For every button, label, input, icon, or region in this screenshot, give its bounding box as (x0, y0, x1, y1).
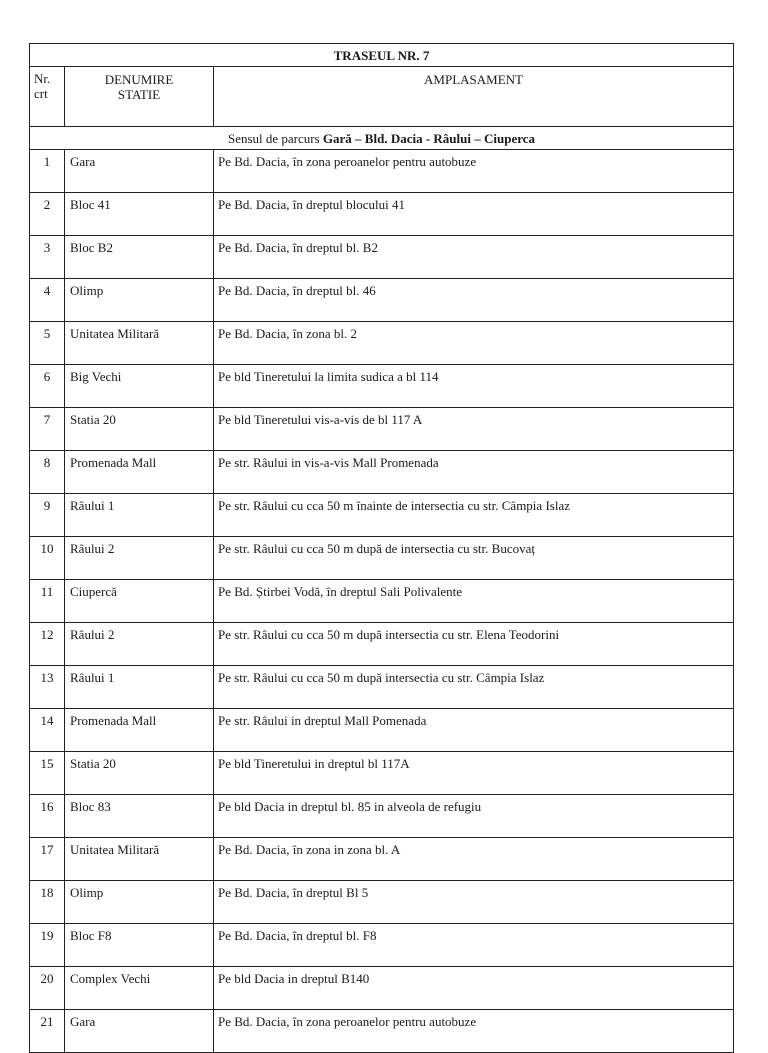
station-location: Pe Bd. Dacia, în dreptul bl. 46 (214, 279, 734, 322)
table-row (30, 494, 734, 537)
table-row (30, 752, 734, 795)
row-number: 14 (30, 709, 65, 752)
station-name: Complex Vechi (65, 967, 214, 1010)
header-nr-crt (30, 67, 65, 127)
row-number: 16 (30, 795, 65, 838)
table-row (30, 838, 734, 881)
table-row (30, 666, 734, 709)
station-name: Promenada Mall (65, 709, 214, 752)
station-location: Pe str. Râului cu cca 50 m după de intersectia cu str. Bucovaț (214, 537, 734, 580)
row-number: 7 (30, 408, 65, 451)
station-location: Pe bld Tineretului in dreptul bl 117A (214, 752, 734, 795)
station-name: Promenada Mall (65, 451, 214, 494)
station-name: Olimp (65, 279, 214, 322)
station-location: Pe str. Râului cu cca 50 m înainte de intersectia cu str. Câmpia Islaz (214, 494, 734, 537)
station-location: Pe bld Dacia in dreptul bl. 85 in alveola de refugiu (214, 795, 734, 838)
direction-cell (30, 127, 734, 150)
stop-rows (30, 150, 734, 1053)
title-row (30, 44, 734, 67)
station-name: Big Vechi (65, 365, 214, 408)
table-row (30, 451, 734, 494)
station-name: Gara (65, 150, 214, 193)
table-row (30, 967, 734, 1010)
table-row (30, 322, 734, 365)
row-number: 20 (30, 967, 65, 1010)
row-number: 15 (30, 752, 65, 795)
header-name-line2: STATIE (117, 87, 161, 102)
station-location: Pe str. Râului in dreptul Mall Pomenada (214, 709, 734, 752)
header-nr-line2: crt (34, 86, 48, 101)
table-row (30, 709, 734, 752)
header-location: AMPLASAMENT (214, 67, 734, 127)
row-number: 13 (30, 666, 65, 709)
table-row (30, 365, 734, 408)
table-row (30, 1010, 734, 1053)
station-name: Gara (65, 1010, 214, 1053)
station-name: Râului 2 (65, 623, 214, 666)
direction-route: Gară – Bld. Dacia - Râului – Ciuperca (322, 130, 536, 146)
station-location: Pe str. Râului cu cca 50 m după intersectia cu str. Elena Teodorini (214, 623, 734, 666)
row-number: 4 (30, 279, 65, 322)
station-name: Bloc B2 (65, 236, 214, 279)
table-row (30, 193, 734, 236)
station-location: Pe Bd. Dacia, în zona peroanelor pentru autobuze (214, 150, 734, 193)
row-number: 2 (30, 193, 65, 236)
station-name: Râului 1 (65, 494, 214, 537)
station-location: Pe Bd. Dacia, în zona in zona bl. A (214, 838, 734, 881)
row-number: 9 (30, 494, 65, 537)
row-number: 11 (30, 580, 65, 623)
row-number: 19 (30, 924, 65, 967)
station-location: Pe Bd. Dacia, în dreptul bl. F8 (214, 924, 734, 967)
station-name: Bloc 83 (65, 795, 214, 838)
table-row (30, 236, 734, 279)
station-name: Râului 2 (65, 537, 214, 580)
header-row (30, 67, 734, 127)
station-location: Pe Bd. Dacia, în dreptul bl. B2 (214, 236, 734, 279)
station-location: Pe Bd. Dacia, în dreptul Bl 5 (214, 881, 734, 924)
table-row (30, 881, 734, 924)
station-location: Pe Bd. Dacia, în zona bl. 2 (214, 322, 734, 365)
table-row (30, 279, 734, 322)
header-nr-line1: Nr. (34, 71, 51, 86)
station-name: Ciupercă (65, 580, 214, 623)
station-location: Pe Bd. Dacia, în zona peroanelor pentru autobuze (214, 1010, 734, 1053)
route-table (29, 43, 734, 1053)
table-row (30, 623, 734, 666)
table-row (30, 580, 734, 623)
station-name: Olimp (65, 881, 214, 924)
row-number: 18 (30, 881, 65, 924)
station-name: Unitatea Militară (65, 322, 214, 365)
row-number: 1 (30, 150, 65, 193)
station-location: Pe str. Râului cu cca 50 m după intersectia cu str. Câmpia Islaz (214, 666, 734, 709)
station-name: Statia 20 (65, 752, 214, 795)
table-row (30, 924, 734, 967)
row-number: 8 (30, 451, 65, 494)
station-location: Pe bld Dacia in dreptul B140 (214, 967, 734, 1010)
table-row (30, 150, 734, 193)
row-number: 6 (30, 365, 65, 408)
station-name: Statia 20 (65, 408, 214, 451)
header-name-line1: DENUMIRE (104, 72, 174, 87)
station-location: Pe bld Tineretului la limita sudica a bl 114 (214, 365, 734, 408)
station-name: Bloc F8 (65, 924, 214, 967)
station-location: Pe bld Tineretului vis-a-vis de bl 117 A (214, 408, 734, 451)
table-row (30, 408, 734, 451)
row-number: 17 (30, 838, 65, 881)
table-row (30, 795, 734, 838)
direction-prefix: Sensul de parcurs (227, 130, 323, 146)
station-name: Râului 1 (65, 666, 214, 709)
station-name: Bloc 41 (65, 193, 214, 236)
station-location: Pe Bd. Dacia, în dreptul blocului 41 (214, 193, 734, 236)
header-station-name (65, 67, 214, 127)
station-name: Unitatea Militară (65, 838, 214, 881)
row-number: 5 (30, 322, 65, 365)
station-location: Pe Bd. Știrbei Vodă, în dreptul Sali Polivalente (214, 580, 734, 623)
row-number: 12 (30, 623, 65, 666)
direction-row (30, 127, 734, 150)
table-row (30, 537, 734, 580)
row-number: 3 (30, 236, 65, 279)
row-number: 21 (30, 1010, 65, 1053)
station-location: Pe str. Râului in vis-a-vis Mall Promenada (214, 451, 734, 494)
row-number: 10 (30, 537, 65, 580)
route-title: TRASEUL NR. 7 (30, 44, 734, 67)
